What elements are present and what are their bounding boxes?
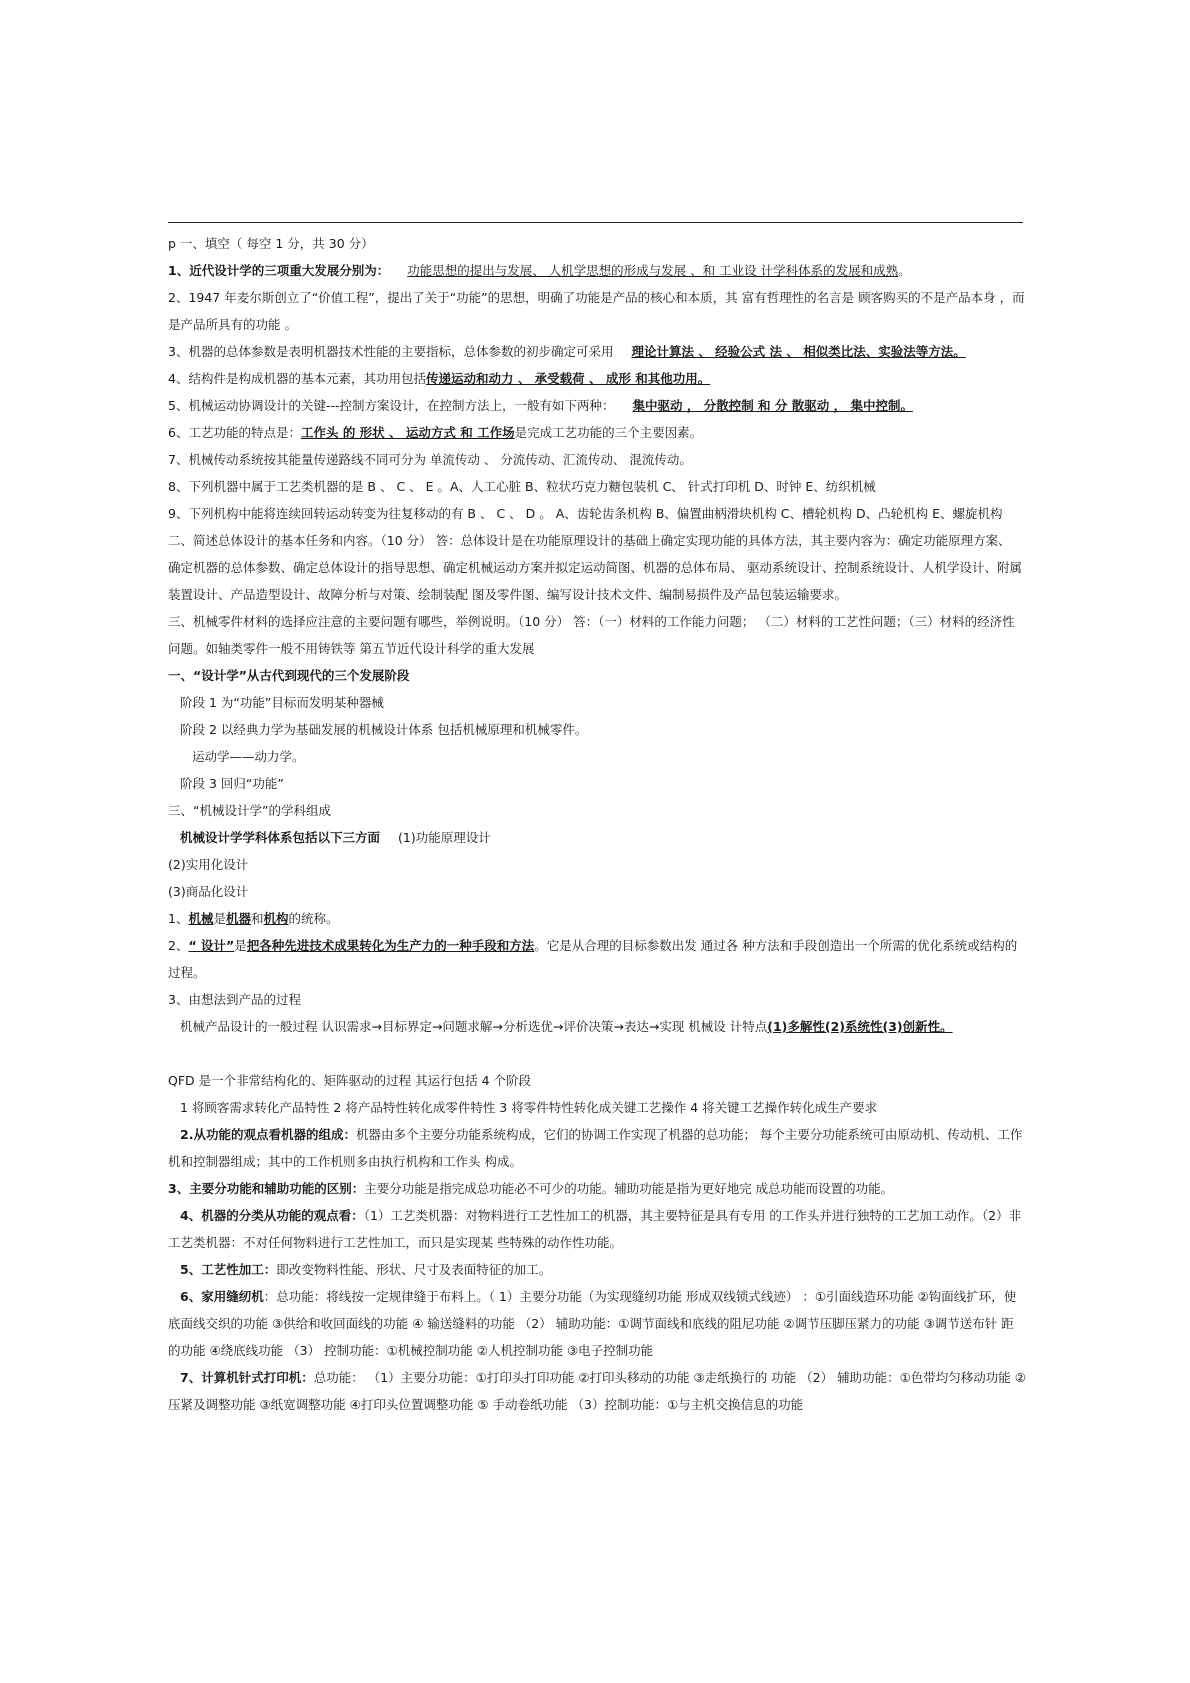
- point-7-lead: 7、计算机针式打印机：: [180, 1370, 314, 1385]
- q4-lead: 4、结构件是构成机器的基本元素，其功用包括: [168, 371, 426, 386]
- point-4: [168, 1202, 1026, 1256]
- point-6-text: ：总功能：将线按一定规律缝于布料上。（ 1）主要分功能（为实现缝纫功能 形成双线锁式线迹） ：①引面线造环功能 ②钩面线扩环，使底面线交织的功能 ③供给和收回面线的功能 ④ 输送缝料的功能 （2） 辅助功能：①调节面线和底线的阻尼功能 ②调节压脚压紧力的功能 ③调节送布针 距的功能 ④绕底线功能 （3） 控制功能：①机械控制功能 ②人机控制功能 ③电子控制功能: [168, 1289, 1017, 1358]
- question-8: 8、下列机器中属于工艺类机器的是 B 、 C 、 E 。A、人工心脏 B、粒状巧克力糖包装机 C、 针式打印机 D、时钟 E、纺织机械: [168, 479, 876, 494]
- composition-lead: 机械设计学学科体系包括以下三方面: [180, 830, 381, 845]
- d1-is: 是: [213, 911, 226, 926]
- point-2-lead: 2.从功能的观点看机器的组成：: [180, 1127, 356, 1142]
- point-7-text: 总功能： （1）主要分功能：①打印头打印功能 ②打印头移动的功能 ③走纸换行的 功能 （2） 辅助功能：①色带均匀移动功能 ②压紧及调整功能 ③纸宽调整功能 ④打印头位置调整功能 ⑤ 手动卷纸功能 （3）控制功能：①与主机交换信息的功能: [168, 1370, 1026, 1412]
- d2-definition: 把各种先进技术成果转化为生产力的一种手段和方法: [246, 938, 535, 953]
- q4-answer: 传递运动和动力 、 承受载荷 、 成形 和其他功用。: [425, 371, 711, 386]
- header-rule: [168, 222, 1023, 223]
- point-2-text: 机器由多个主要分功能系统构成，它们的协调工作实现了机器的总功能； 每个主要分功能系统可由原动机、传动机、工作机和控制器组成；其中的工作机则多由执行机构和工作头 构成。: [168, 1127, 1023, 1169]
- composition-item-3: (3)商品化设计: [168, 884, 249, 899]
- question-4: [168, 365, 1026, 392]
- definition-1: [168, 905, 1026, 932]
- document-body: [168, 230, 1026, 1418]
- question-2: 2、1947 年麦尔斯创立了“价值工程”，提出了关于“功能”的思想，明确了功能是产品的核心和本质，其 富有哲理性的名言是 顾客购买的不是产品本身 ，而是产品所具有的功能 。: [168, 290, 1025, 332]
- point-7: [168, 1364, 1026, 1418]
- section3-text: 三、机械零件材料的选择应注意的主要问题有哪些，举例说明。（10 分） 答：（一）材料的工作能力问题； （二）材料的工艺性问题；（三）材料的经济性问题。如轴类零件一般不用铸铁等 第五节近代设计科学的重大发展: [168, 614, 1015, 656]
- q6-lead: 6、工艺功能的特点是：: [168, 425, 301, 440]
- point-3-lead: 3、主要分功能和辅助功能的区别：: [168, 1181, 365, 1196]
- q1-lead: 1、近代设计学的三项重大发展分别为：: [168, 263, 390, 278]
- q1-answer: 功能思想的提出与发展、 人机学思想的形成与发展 、和 工业设 计学科体系的发展和成熟: [407, 263, 899, 278]
- design-process: [168, 1013, 1026, 1040]
- d1-tail: 的统称。: [288, 911, 339, 926]
- composition-line: [168, 824, 1026, 851]
- process-features: (1)多解性(2)系统性(3)创新性。: [767, 1019, 953, 1034]
- question-1: [168, 257, 1026, 284]
- history-stage-2: 阶段 2 以经典力学为基础发展的机械设计体系 包括机械原理和机械零件。: [180, 722, 588, 737]
- question-6: [168, 419, 1026, 446]
- d1-term-mechanism: 机构: [263, 911, 289, 926]
- point-4-lead: 4、机器的分类从功能的观点看：: [180, 1208, 364, 1223]
- history-heading: 一、“设计学”从古代到现代的三个发展阶段: [168, 668, 410, 683]
- d2-term-design: “ 设计”: [188, 938, 235, 953]
- q5-lead: 5、机械运动协调设计的关键---控制方案设计，在控制方法上，一般有如下两种：: [168, 398, 615, 413]
- q5-answer: 集中驱动 ， 分散控制 和 分 散驱动 ， 集中控制。: [632, 398, 913, 413]
- q1-tail: 。: [898, 263, 911, 278]
- point-3: [168, 1175, 1026, 1202]
- process-lead: 机械产品设计的一般过程 认识需求→目标界定→问题求解→分析选优→评价决策→表达→实现 机械设 计特点: [180, 1019, 768, 1034]
- point-2: [168, 1121, 1026, 1175]
- d1-term-machinery: 机械: [188, 911, 214, 926]
- point-5: [168, 1256, 1026, 1283]
- section2-text: 二、简述总体设计的基本任务和内容。（10 分） 答：总体设计是在功能原理设计的基础上确定实现功能的具体方法，其主要内容为：确定功能原理方案、 确定机器的总体参数、确定总体设计的指导思想、确定机械运动方案并拟定运动简图、机器的总体布局、 驱动系统设计、控制系统设计、人机学设计、附属装置设计、产品造型设计、故障分析与对策、绘制装配 图及零件图、编写设计技术文件、编制易损件及产品包装运输要求。: [168, 533, 1022, 602]
- question-3: [168, 338, 1026, 365]
- qfd-line-1: QFD 是一个非常结构化的、矩阵驱动的过程 其运行包括 4 个阶段: [168, 1073, 532, 1088]
- q3-answer: 理论计算法 、 经验公式 法 、 相似类比法、实验法等方法。: [631, 344, 966, 359]
- point-6-lead: 6、家用缝纫机: [180, 1289, 264, 1304]
- d2-tail: 。它是从合理的目标参数出发 通过各 种方法和手段创造出一个所需的优化系统或结构的过程。: [168, 938, 1018, 980]
- q6-answer: 工作头 的 形状 、 运动方式 和 工作场: [300, 425, 515, 440]
- question-9: 9、下列机构中能将连续回转运动转变为往复移动的有 B 、 C 、 D 。 A、齿轮齿条机构 B、偏置曲柄滑块机构 C、槽轮机构 D、凸轮机构 E、螺旋机构: [168, 506, 1003, 521]
- composition-item-1: (1)功能原理设计: [398, 830, 491, 845]
- q6-tail: 是完成工艺功能的三个主要因素。: [514, 425, 703, 440]
- question-7: 7、机械传动系统按其能量传递路线不同可分为 单流传动 、 分流传动、汇流传动、 混流传动。: [168, 452, 692, 467]
- q3-lead: 3、机器的总体参数是表明机器技术性能的主要指标，总体参数的初步确定可采用: [168, 344, 614, 359]
- history-stage-2b: 运动学——动力学。: [192, 749, 305, 764]
- composition-item-2: (2)实用化设计: [168, 857, 249, 872]
- d2-prefix: 2、: [168, 938, 189, 953]
- question-5: [168, 392, 1026, 419]
- d1-term-machine: 机器: [225, 911, 251, 926]
- point-4-text: （1）工艺类机器：对物料进行工艺性加工的机器，其主要特征是具有专用 的工作头并进行独特的工艺加工动作。（2）非工艺类机器：不对任何物料进行工艺性加工，而只是实现某 些特殊的动作性功能。: [168, 1208, 1022, 1250]
- point-5-lead: 5、工艺性加工：: [180, 1262, 277, 1277]
- definition-2: [168, 932, 1026, 986]
- point-6: [168, 1283, 1026, 1364]
- d1-prefix: 1、: [168, 911, 189, 926]
- qfd-line-2: 1 将顾客需求转化产品特性 2 将产品特性转化成零件特性 3 将零件特性转化成关键工艺操作 4 将关键工艺操作转化成生产要求: [180, 1100, 878, 1115]
- blank-gap: [168, 1040, 1026, 1067]
- composition-heading: 三、“机械设计学”的学科组成: [168, 803, 331, 818]
- history-stage-1: 阶段 1 为“功能”目标而发明某种器械: [180, 695, 384, 710]
- d2-is: 是: [234, 938, 247, 953]
- point-5-text: 即改变物料性能、形状、尺寸及表面特征的加工。: [276, 1262, 552, 1277]
- history-stage-3: 阶段 3 回归“功能”: [180, 776, 284, 791]
- d1-and: 和: [251, 911, 264, 926]
- section1-heading: p 一、填空（ 每空 1 分，共 30 分）: [168, 236, 374, 251]
- point-3-text: 主要分功能是指完成总功能必不可少的功能。辅助功能是指为更好地完 成总功能而设置的功能。: [364, 1181, 894, 1196]
- definition-3: 3、由想法到产品的过程: [168, 992, 301, 1007]
